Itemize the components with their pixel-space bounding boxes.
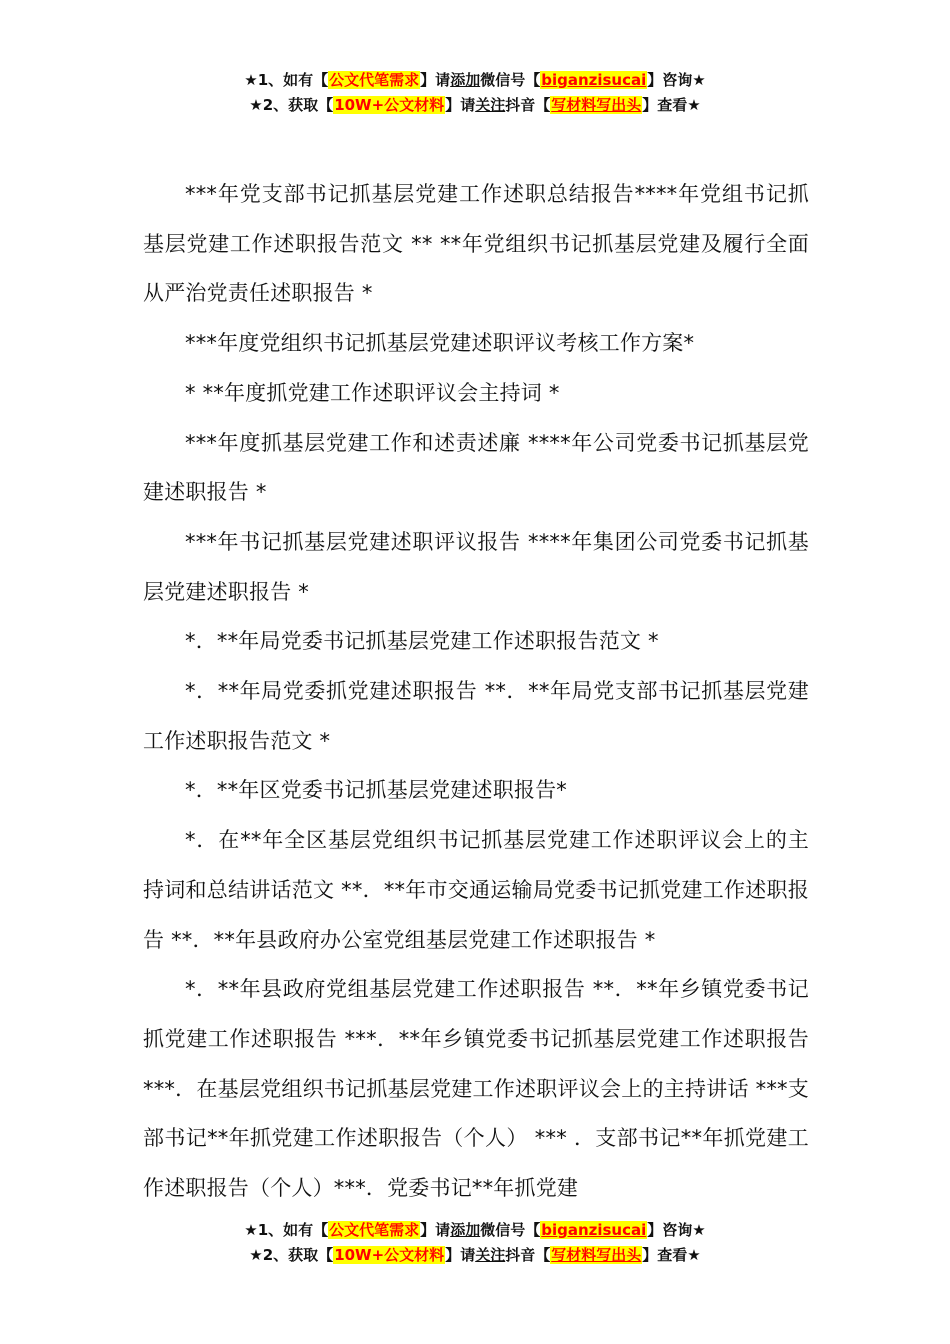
paragraph: *．**年局党委抓党建述职报告 **．**年局党支部书记抓基层党建工作述职报告范文 *: [143, 679, 809, 753]
paragraph: ***年党支部书记抓基层党建工作述职总结报告****年党组书记抓基层党建工作述职报告范文 ** **年党组织书记抓基层党建及履行全面从严治党责任述职报告 *: [143, 182, 809, 306]
banner-line-2: [0, 93, 950, 118]
banner-line-1: [0, 1218, 950, 1243]
banner-text: 微信号【: [480, 1221, 541, 1239]
paragraph: *．**年县政府党组基层党建工作述职报告 **．**年乡镇党委书记抓党建工作述职报告 ***．**年乡镇党委书记抓基层党建工作述职报告 ***．在基层党组织书记抓基层党建工作述职评议会上的主持讲话 ***支部书记**年抓党建工作述职报告（个人） *** ．支部书记**年抓党建工作述职报告（个人）***．党委书记**年抓党建: [143, 977, 809, 1201]
banner-text: 】请: [445, 1246, 476, 1264]
highlight-wechat-id[interactable]: biganzisucai: [541, 1221, 647, 1239]
paragraph: *．**年区党委书记抓基层党建述职报告*: [185, 778, 567, 803]
banner-text: ★1、如有【: [244, 71, 329, 89]
banner-text: 】咨询★: [647, 71, 706, 89]
banner-text: ★1、如有【: [244, 1221, 329, 1239]
banner-line-1: [0, 68, 950, 93]
paragraph: ***年度党组织书记抓基层党建述职评议考核工作方案*: [185, 331, 695, 356]
paragraph: * **年度抓党建工作述职评议会主持词 *: [185, 380, 560, 405]
document-body: [143, 170, 809, 1214]
banner-text: 】请: [420, 71, 451, 89]
banner-text: 】查看★: [642, 96, 701, 114]
highlight-wechat-id[interactable]: biganzisucai: [541, 71, 647, 89]
banner-text: 】请: [445, 96, 476, 114]
banner-text: 微信号【: [480, 71, 541, 89]
paragraph: *．在**年全区基层党组织书记抓基层党建工作述职评议会上的主持词和总结讲话范文 **．**年市交通运输局党委书记抓党建工作述职报告 **．**年县政府办公室党组基层党建工作述职报告 *: [143, 828, 809, 952]
banner-text: ★2、获取【: [249, 1246, 334, 1264]
banner-emphasis: 添加: [450, 71, 481, 89]
highlight-service: 公文代笔需求: [329, 71, 420, 89]
banner-text: 抖音【: [505, 1246, 551, 1264]
highlight-materials: 10W+公文材料: [334, 1246, 445, 1264]
banner-emphasis: 关注: [475, 96, 506, 114]
banner-text: 抖音【: [505, 96, 551, 114]
paragraph: ***年书记抓基层党建述职评议报告 ****年集团公司党委书记抓基层党建述职报告 *: [143, 529, 809, 604]
banner-text: 】查看★: [642, 1246, 701, 1264]
banner-text: ★2、获取【: [249, 96, 334, 114]
highlight-service: 公文代笔需求: [329, 1221, 420, 1239]
highlight-materials: 10W+公文材料: [334, 96, 445, 114]
footer-banner: [0, 1218, 950, 1268]
header-banner: [0, 68, 950, 118]
banner-emphasis: 添加: [450, 1221, 481, 1239]
banner-line-2: [0, 1243, 950, 1268]
paragraph: *．**年局党委书记抓基层党建工作述职报告范文 *: [185, 629, 659, 654]
banner-emphasis: 关注: [475, 1246, 506, 1264]
highlight-douyin-account[interactable]: 写材料写出头: [551, 96, 642, 114]
banner-text: 】请: [420, 1221, 451, 1239]
paragraph: ***年度抓基层党建工作和述责述廉 ****年公司党委书记抓基层党建述职报告 *: [143, 430, 809, 505]
highlight-douyin-account[interactable]: 写材料写出头: [551, 1246, 642, 1264]
banner-text: 】咨询★: [647, 1221, 706, 1239]
